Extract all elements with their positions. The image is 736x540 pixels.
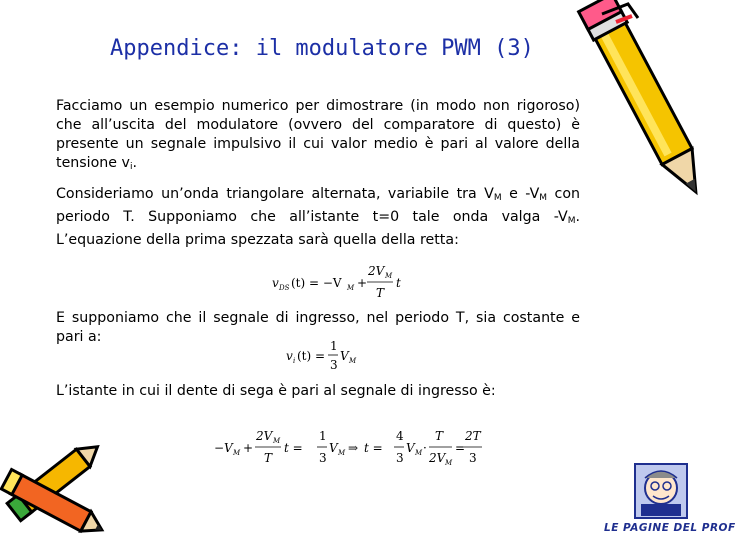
eq3-arrow: ⇒: [348, 441, 359, 455]
eq3-dot: ·: [423, 441, 427, 455]
paragraph-intro: [56, 97, 580, 177]
eq3-vm-sub: M: [338, 449, 346, 457]
eq3-t: t =: [284, 441, 303, 455]
equation-ramp: [272, 262, 422, 302]
professor-logo: [605, 460, 713, 522]
eq3-t2: t =: [364, 441, 383, 455]
eq2-lhs: v: [286, 349, 293, 363]
eq3-f2-num: 1: [319, 429, 327, 443]
text-part: . L’equazione della prima spezzata sarà quella della retta:: [56, 209, 580, 248]
eq3-vm: V: [329, 441, 338, 455]
subscript: M: [539, 193, 548, 203]
eq3-vm2: V: [406, 441, 415, 455]
eq3-f1-den: T: [264, 451, 273, 465]
eq3-f4-num: T: [435, 429, 444, 443]
eq3-f5-den: 3: [469, 451, 477, 465]
eq3-a: −V: [214, 441, 233, 455]
eq3-a-sub: M: [233, 449, 241, 457]
eq3-f3-den: 3: [396, 451, 404, 465]
eq2-arg: (t) =: [297, 349, 326, 363]
eq2-v-sub: M: [349, 357, 357, 365]
eq2-lhs-sub: i: [293, 357, 296, 365]
eq1-num: 2V: [368, 264, 385, 278]
eq3-f5-num: 2T: [465, 429, 481, 443]
text-part: Consideriamo un’onda triangolare alternata, variabile tra V: [56, 186, 494, 202]
eq1-lhs: v: [272, 276, 279, 290]
subscript: i: [129, 162, 133, 172]
paragraph-intro-text: Facciamo un esempio numerico per dimostrare (in modo non rigoroso) che all’uscita del modulatore (ovvero del comparatore di questo) è presente un segnale impulsivo il cui valor medio è pari al valore della tensione v: [56, 98, 580, 171]
paragraph-instant: L’istante in cui il dente di sega è pari al segnale di ingresso è:: [56, 383, 496, 399]
eq2-v: V: [340, 349, 349, 363]
eq3-f4-den: 2V: [429, 451, 446, 465]
eq3-plus: +: [243, 441, 254, 455]
period: .: [132, 155, 137, 171]
eq3-f4-den-sub: M: [445, 459, 453, 467]
paragraph-input-signal: E supponiamo che il segnale di ingresso, nel periodo T, sia costante e pari a:: [56, 310, 580, 345]
pencils-clipart-bottom-left: [0, 430, 110, 540]
eq3-f1-num: 2V: [256, 429, 273, 443]
equation-instant: [214, 428, 484, 468]
equation-input: [286, 340, 366, 376]
slide-title: Appendice: il modulatore PWM (3): [110, 36, 534, 61]
eq1-vm-sub: M: [347, 284, 355, 292]
eq3-f3-num: 4: [396, 429, 404, 443]
text-part: e -V: [501, 186, 540, 202]
eq1-num-sub: M: [385, 272, 393, 280]
eq1-plus: +: [357, 276, 368, 290]
eq1-lhs-sub: DS: [279, 284, 290, 292]
eq1-tail: t: [396, 276, 401, 290]
subscript: M: [493, 193, 502, 203]
subscript: M: [567, 216, 576, 226]
eq2-num: 1: [330, 339, 338, 353]
text-part: con periodo T. Supponiamo che all’istante t=0 tale onda valga -V: [56, 186, 580, 225]
eq3-eq: =: [455, 441, 466, 455]
pencil-clipart-top-right: [598, 0, 720, 220]
logo-text: LE PAGINE DEL PROF: [604, 522, 736, 534]
eq3-f2-den: 3: [319, 451, 327, 465]
eq3-vm2-sub: M: [415, 449, 423, 457]
eq1-arg: (t) = −V: [291, 276, 342, 290]
eq1-den: T: [376, 286, 385, 300]
eq2-den: 3: [330, 358, 338, 372]
eq3-f1-num-sub: M: [273, 437, 281, 445]
paragraph-triangle-wave: [56, 185, 580, 250]
